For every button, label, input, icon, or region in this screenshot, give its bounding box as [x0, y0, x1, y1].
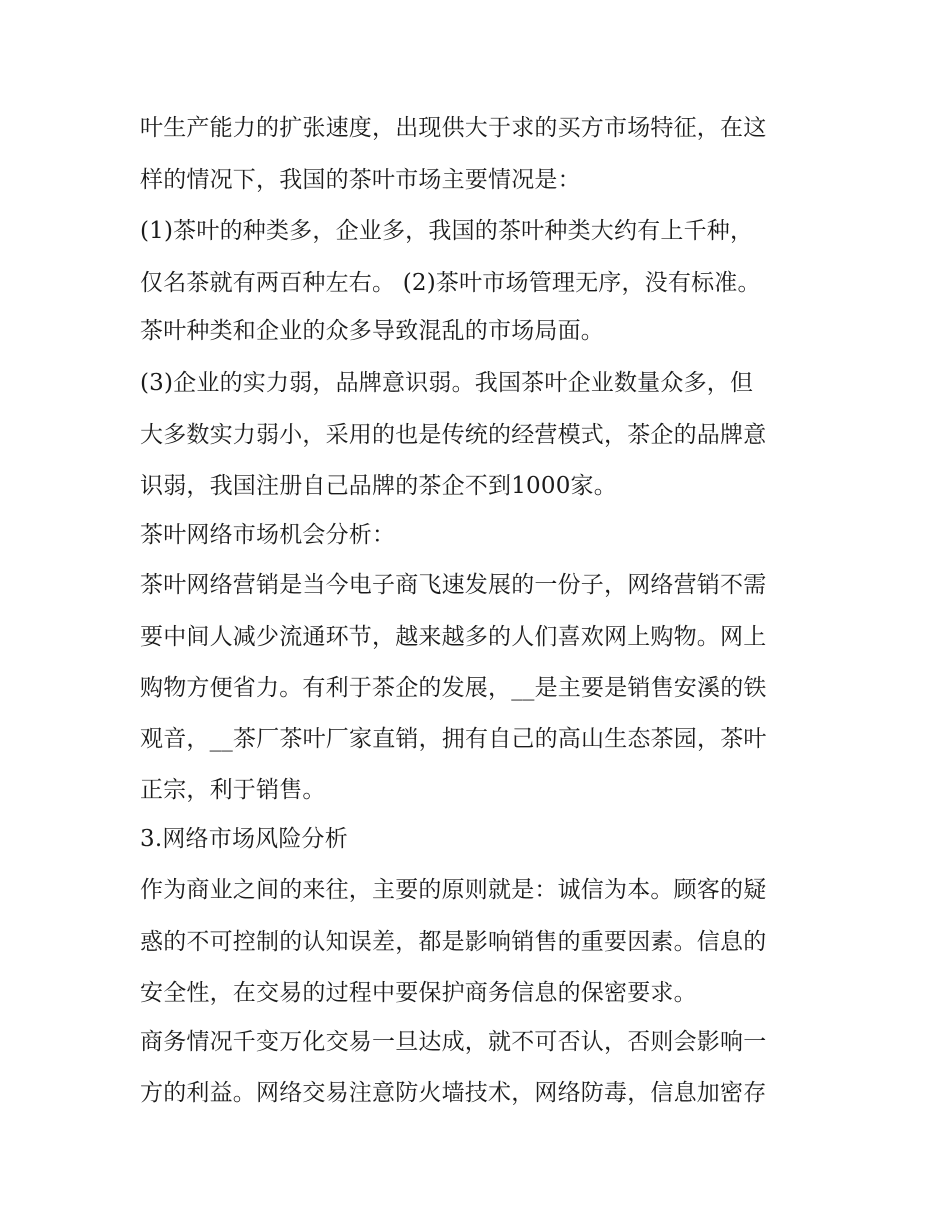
- text-line: 正宗，利于销售。: [140, 777, 326, 803]
- section-heading: 3.网络市场风险分析: [140, 826, 348, 852]
- text-line: 方的利益。网络交易注意防火墙技术，网络防毒，信息加密存: [140, 1080, 767, 1106]
- text-line: 作为商业之间的来往，主要的原则就是：诚信为本。顾客的疑: [140, 877, 767, 903]
- text-line: (1)茶叶的种类多，企业多，我国的茶叶种类大约有上千种，: [140, 218, 754, 244]
- text-line: 大多数实力弱小，采用的也是传统的经营模式，茶企的品牌意: [140, 422, 767, 448]
- text-line: 叶生产能力的扩张速度，出现供大于求的买方市场特征，在这: [140, 115, 767, 141]
- text-line: 仅名茶就有两百种左右。 (2)茶叶市场管理无序，没有标准。: [140, 270, 761, 296]
- section-heading: 茶叶网络市场机会分析：: [140, 522, 396, 548]
- text-line: 购物方便省力。有利于茶企的发展，__是主要是销售安溪的铁: [140, 675, 767, 701]
- text-line: 惑的不可控制的认知误差，都是影响销售的重要因素。信息的: [140, 929, 767, 955]
- text-line: 茶叶网络营销是当今电子商飞速发展的一份子，网络营销不需: [140, 572, 767, 598]
- text-line: 识弱，我国注册自己品牌的茶企不到1000家。: [140, 473, 617, 499]
- text-line: 茶叶种类和企业的众多导致混乱的市场局面。: [140, 318, 604, 344]
- text-line: 观音，__茶厂茶叶厂家直销，拥有自己的高山生态茶园，茶叶: [140, 726, 767, 752]
- text-line: 商务情况千变万化交易一旦达成，就不可否认，否则会影响一: [140, 1029, 767, 1055]
- text-line: 安全性，在交易的过程中要保护商务信息的保密要求。: [140, 980, 697, 1006]
- text-line: (3)企业的实力弱，品牌意识弱。我国茶叶企业数量众多，但: [140, 370, 754, 396]
- text-line: 样的情况下，我国的茶叶市场主要情况是：: [140, 167, 581, 193]
- text-line: 要中间人减少流通环节，越来越多的人们喜欢网上购物。网上: [140, 624, 767, 650]
